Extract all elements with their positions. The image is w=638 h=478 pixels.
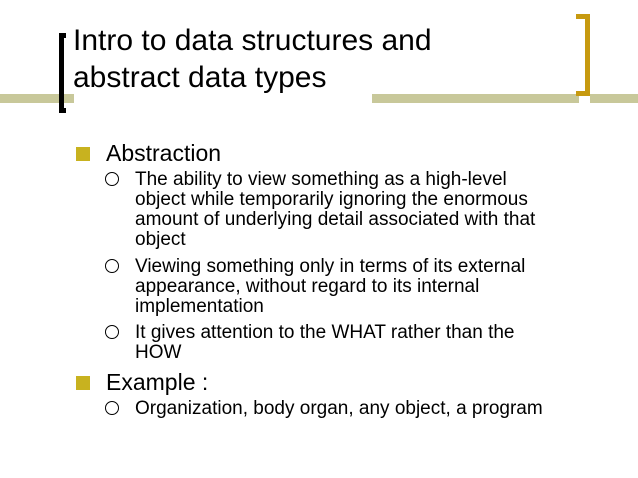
ring-bullet-icon [105, 172, 119, 186]
slide-title [73, 22, 573, 96]
text-line: Viewing something only in terms of its external [135, 256, 526, 277]
square-bullet-icon [76, 147, 90, 161]
text-line: amount of underlying detail associated with that [135, 209, 536, 230]
text-line: object [135, 229, 186, 250]
subbullet-definition [135, 170, 535, 250]
subbullet-what-vs-how [135, 323, 515, 363]
ring-bullet-icon [105, 401, 119, 415]
text-line: HOW [135, 342, 182, 363]
text-line: implementation [135, 296, 264, 317]
right-bracket-decoration [576, 14, 590, 96]
title-line: Intro to data structures and [73, 24, 432, 57]
text-line: appearance, without regard to its internal [135, 276, 480, 297]
ring-bullet-icon [105, 325, 119, 339]
square-bullet-icon [76, 376, 90, 390]
text-line: It gives attention to the WHAT rather than the [135, 322, 515, 343]
bullet-abstraction: Abstraction [106, 140, 222, 166]
title-line: abstract data types [73, 61, 327, 94]
text-line: Organization, body organ, any object, a program [135, 398, 543, 419]
text-line: The ability to view something as a high-level [135, 169, 507, 190]
subbullet-external-view [135, 257, 525, 317]
title-underline-right [590, 94, 638, 103]
bullet-example: Example : [106, 369, 209, 395]
subbullet-examples [135, 399, 543, 419]
left-bracket-decoration [59, 33, 66, 113]
ring-bullet-icon [105, 259, 119, 273]
text-line: object while temporarily ignoring the enormous [135, 189, 528, 210]
